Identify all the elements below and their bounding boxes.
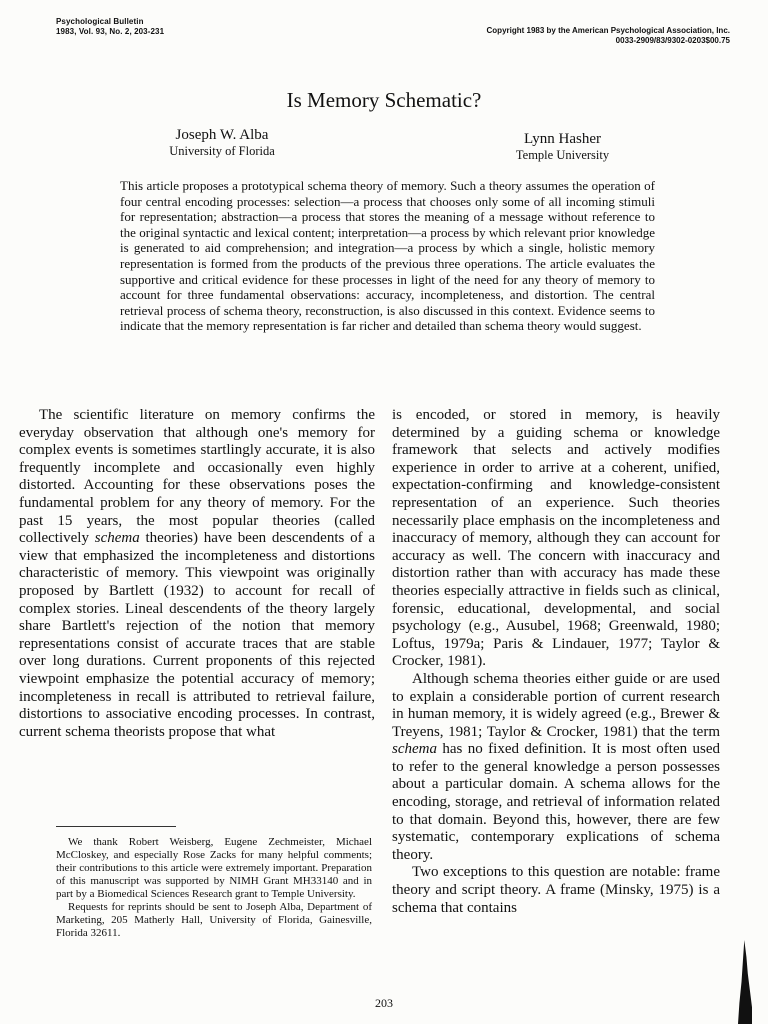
body-column-left [19, 407, 375, 741]
journal-citation [56, 17, 164, 37]
scan-artifact [738, 940, 752, 1024]
author-1 [132, 126, 312, 159]
author-2-affiliation: Temple University [515, 148, 610, 162]
author-1-affiliation: University of Florida [169, 144, 275, 158]
body-paragraph-1 [19, 407, 375, 741]
page-number: 203 [375, 996, 393, 1010]
footnotes [56, 836, 372, 940]
footnote-reprints: Requests for reprints should be sent to Joseph Alba, Department of Marketing, 205 Matherly Hall, University of Florida, Gainesville, Florida 32611. [56, 901, 372, 939]
body-paragraph-continued: is encoded, or stored in memory, is heavily determined by a guiding schema or knowledge framework that selects and actively modifies experience in order to arrive at a coherent, unified, expectation-confirming and knowledge-consistent representation of an experience. Such theories necessarily place emphasis on the incompleteness and inaccuracy of memory, although they can account for accuracy as well. The concern with inaccuracy and distortion rather than with accuracy has made these theories especially attractive in fields such as clinical, forensic, educational, developmental, and social psychology (e.g., Ausubel, 1968; Greenwald, 1980; Loftus, 1979a; Paris & Lindauer, 1977; Taylor & Crocker, 1981). [392, 407, 720, 670]
body-column-right [392, 407, 720, 917]
italic-term: schema [94, 530, 140, 547]
copyright-line: Copyright 1983 by the American Psychological Association, Inc. [486, 26, 730, 35]
paragraph-text: theories) have been descendents of a view that emphasized the incompleteness and distortions characteristic of memory. This viewpoint was originally proposed by Bartlett (1932) to account for recall of complex stories. Lineal descendents of the theory largely share Bartlett's rejection of the notion that memory representations consist of accurate traces that are stable over long durations. Current proponents of this rejected viewpoint emphasize the potential accuracy of memory; incompleteness in recall is attributed to retrieval failure, distortions to associative encoding processes. In contrast, current schema theorists propose that what [19, 530, 376, 740]
footnote-acknowledgment: We thank Robert Weisberg, Eugene Zechmeister, Michael McCloskey, and especially Rose Zacks for many helpful comments; their contributions to this article were extremely important. Preparation of this manuscript was supported by NIMH Grant MH33140 and in part by a Biomedical Sciences Research grant to Temple University. [56, 836, 372, 900]
paragraph-text: has no fixed definition. It is most often used to refer to the general knowledge a person possesses about a particular domain. A schema allows for the encoding, storage, and retrieval of information related to that domain. Beyond this, however, there are few systematic, contemporary explications of schema theory. [392, 741, 721, 863]
paragraph-text: The scientific literature on memory confirms the everyday observation that although one's memory for complex events is sometimes startlingly accurate, it is also frequently incomplete and occasionally even highly distorted. Accounting for these observations poses the fundamental problem for any theory of memory. For the past 15 years, the most popular theories (called collectively [19, 407, 375, 547]
article-title: Is Memory Schematic? [286, 88, 482, 112]
footnote-divider [56, 826, 176, 827]
journal-volume: 1983, Vol. 93, No. 2, 203-231 [56, 27, 165, 36]
author-2 [475, 130, 650, 163]
copyright-notice [487, 26, 730, 46]
author-2-name: Lynn Hasher [523, 131, 602, 147]
article-code: 0033-2909/83/9302-0203$00.75 [615, 36, 730, 45]
body-paragraph-3: Two exceptions to this question are notable: frame theory and script theory. A frame (Minsky, 1975) is a schema that contains [392, 864, 720, 916]
journal-name: Psychological Bulletin [56, 17, 144, 26]
italic-term: schema [392, 741, 437, 758]
abstract: This article proposes a prototypical schema theory of memory. Such a theory assumes the operation of four central encoding processes: selection—a process that chooses only some of all incoming stimuli for representation; abstraction—a process that stores the meaning of a message without reference to the original syntactic and lexical content; interpretation—a process by which relevant prior knowledge is generated to aid comprehension; and integration—a process by which a single, holistic memory representation is formed from the products of the previous three operations. The article evaluates the supportive and critical evidence for these processes in light of the need for any theory of memory to account for three fundamental observations: accuracy, incompleteness, and distortion. The central retrieval process of schema theory, reconstruction, is also discussed in this context. Evidence seems to indicate that the memory representation is far richer and detailed than schema theory would suggest. [120, 178, 655, 334]
author-1-name: Joseph W. Alba [175, 127, 269, 143]
paragraph-text: Although schema theories either guide or are used to explain a considerable portion of current research in human memory, it is widely agreed (e.g., Brewer & Treyens, 1981; Taylor & Crocker, 1981) that the term [392, 670, 720, 740]
body-paragraph-2 [392, 671, 720, 865]
